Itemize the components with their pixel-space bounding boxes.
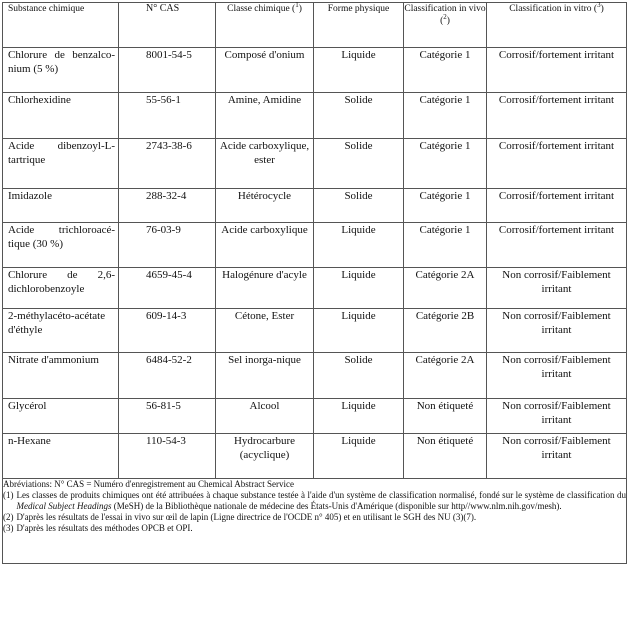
header-cas: N° CAS (119, 3, 216, 48)
footnote-1-label: (1) (3, 490, 14, 500)
physical-form-cell: Liquide (314, 268, 404, 309)
chemical-class-cell: Acide carboxylique (216, 223, 314, 268)
abbreviations-note: Abréviations: N° CAS = Numéro d'enregistrement au Chemical Abstract Service (3, 479, 294, 489)
chemical-class-cell: Sel inorga-nique (216, 353, 314, 399)
footnote-2-text: D'après les résultats de l'essai in vivo sur œil de lapin (Ligne directrice de l'OCDE n° 405) et en utilisant le SGH des NU (3)(7). (16, 512, 477, 522)
cas-cell: 110-54-3 (119, 434, 216, 479)
notes-cell (3, 479, 627, 564)
chemical-class-cell: Composé d'onium (216, 48, 314, 93)
in-vitro-cell: Corrosif/fortement irritant (487, 93, 627, 139)
chemical-class-cell: Hydrocarbure (acyclique) (216, 434, 314, 479)
cas-cell: 8001-54-5 (119, 48, 216, 93)
cas-cell: 4659-45-4 (119, 268, 216, 309)
in-vitro-cell: Non corrosif/Faiblement irritant (487, 268, 627, 309)
cas-cell: 6484-52-2 (119, 353, 216, 399)
footnote-2-label: (2) (3, 512, 14, 522)
chemical-class-cell: Alcool (216, 399, 314, 434)
in-vivo-cell: Catégorie 1 (404, 139, 487, 189)
footnote-3-text: D'après les résultats des méthodes OPCB et OPI. (16, 523, 193, 533)
in-vitro-cell: Non corrosif/Faiblement irritant (487, 434, 627, 479)
table-row (3, 268, 627, 309)
substance-cell: Acide dibenzoyl-L-tartrique (3, 139, 119, 189)
substance-cell: Acide trichloroacé-tique (30 %) (3, 223, 119, 268)
footnote-1 (3, 490, 626, 512)
chemical-class-cell: Halogénure d'acyle (216, 268, 314, 309)
table-row (3, 139, 627, 189)
header-physical-form: Forme physique (314, 3, 404, 48)
header-chemical-class: Classe chimique ($^1$) (216, 3, 314, 48)
in-vitro-cell: Corrosif/fortement irritant (487, 139, 627, 189)
substance-cell: Chlorure de 2,6-dichlorobenzoyle (3, 268, 119, 309)
table-row (3, 399, 627, 434)
table-row (3, 48, 627, 93)
chemical-class-cell: Acide carboxylique, ester (216, 139, 314, 189)
footnote-3-label: (3) (3, 523, 14, 533)
cas-cell: 609-14-3 (119, 309, 216, 353)
chemical-class-cell: Hétérocycle (216, 189, 314, 223)
physical-form-cell: Solide (314, 139, 404, 189)
in-vivo-cell: Non étiqueté (404, 434, 487, 479)
in-vitro-cell: Corrosif/fortement irritant (487, 48, 627, 93)
table-row (3, 93, 627, 139)
notes-row (3, 479, 627, 564)
physical-form-cell: Liquide (314, 48, 404, 93)
table-row (3, 223, 627, 268)
in-vivo-cell: Catégorie 2A (404, 268, 487, 309)
in-vivo-cell: Catégorie 1 (404, 189, 487, 223)
table-row (3, 189, 627, 223)
header-in-vivo: Classification in vivo ($^2$) (404, 3, 487, 48)
document (2, 2, 626, 564)
footnote-3 (3, 523, 626, 534)
substance-cell: 2-méthylacéto-acétate d'éthyle (3, 309, 119, 353)
in-vitro-cell: Corrosif/fortement irritant (487, 223, 627, 268)
substance-cell: Imidazole (3, 189, 119, 223)
cas-cell: 2743-38-6 (119, 139, 216, 189)
physical-form-cell: Solide (314, 93, 404, 139)
in-vivo-cell: Catégorie 1 (404, 93, 487, 139)
cas-cell: 76-03-9 (119, 223, 216, 268)
cas-cell: 288-32-4 (119, 189, 216, 223)
header-row (3, 3, 627, 48)
chemical-class-cell: Cétone, Ester (216, 309, 314, 353)
footnote-1-text: Les classes de produits chimiques ont été attribuées à chaque substance testée à l'aide d'un système de classification normalisé, fondé sur le système de classification du Medical Subject Headings (MeSH) de la Bibliothèque nationale de médecine des États-Unis d'Amérique (disponible sur http//www.nlm.nih.gov/mesh). (16, 490, 626, 511)
physical-form-cell: Solide (314, 353, 404, 399)
physical-form-cell: Liquide (314, 223, 404, 268)
substance-cell: Chlorhexidine (3, 93, 119, 139)
chemical-class-cell: Amine, Amidine (216, 93, 314, 139)
in-vitro-cell: Non corrosif/Faiblement irritant (487, 399, 627, 434)
in-vitro-cell: Non corrosif/Faiblement irritant (487, 353, 627, 399)
in-vitro-cell: Corrosif/fortement irritant (487, 189, 627, 223)
table-row (3, 434, 627, 479)
physical-form-cell: Liquide (314, 309, 404, 353)
substance-cell: Glycérol (3, 399, 119, 434)
in-vivo-cell: Catégorie 2A (404, 353, 487, 399)
physical-form-cell: Solide (314, 189, 404, 223)
physical-form-cell: Liquide (314, 434, 404, 479)
header-in-vitro: Classification in vitro ($^3$) (487, 3, 627, 48)
footnote-2 (3, 512, 626, 523)
table-row (3, 309, 627, 353)
substance-cell: n-Hexane (3, 434, 119, 479)
in-vivo-cell: Catégorie 1 (404, 48, 487, 93)
physical-form-cell: Liquide (314, 399, 404, 434)
in-vivo-cell: Catégorie 1 (404, 223, 487, 268)
cas-cell: 55-56-1 (119, 93, 216, 139)
cas-cell: 56-81-5 (119, 399, 216, 434)
substances-table (2, 2, 627, 564)
in-vivo-cell: Non étiqueté (404, 399, 487, 434)
table-row (3, 353, 627, 399)
substance-cell: Chlorure de benzalco-nium (5 %) (3, 48, 119, 93)
header-substance: Substance chimique (3, 3, 119, 48)
substance-cell: Nitrate d'ammonium (3, 353, 119, 399)
in-vitro-cell: Non corrosif/Faiblement irritant (487, 309, 627, 353)
in-vivo-cell: Catégorie 2B (404, 309, 487, 353)
